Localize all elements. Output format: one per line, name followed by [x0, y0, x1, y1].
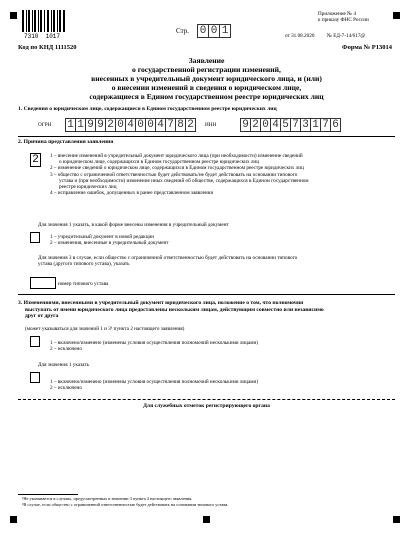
appendix-line: Приложение № 4: [318, 11, 356, 17]
reason-option: 1 – внесение изменений в учредительный документ юридического лица (при необходимости) изменение сведений: [50, 153, 303, 159]
section2-heading: 2. Причина представления заявления: [18, 139, 114, 145]
inn-cell[interactable]: 1: [310, 118, 321, 132]
title-line: Заявление: [188, 56, 225, 65]
page-number: [197, 24, 230, 38]
reason-option: 3 – общество с ограниченной ответственностью будет действовать/не будет действовать на основании типового: [50, 171, 298, 178]
ogrn-label: ОГРН: [38, 122, 52, 128]
page-label: Стр.: [176, 27, 189, 35]
divider: [18, 136, 395, 137]
corner-marker-bm: [203, 516, 210, 523]
ogrn-cell[interactable]: 8: [175, 118, 186, 132]
footnote: ¹Не указывается в случаях, предусмотренных в значении 3 пункта 2 настоящего заявления.: [22, 496, 193, 501]
sub3-label-line: Для значения 3 в случае, если общество с ограниченной ответственностью будет действовать на основании типового: [38, 255, 298, 261]
typical-charter-label: номер типового устава: [58, 281, 109, 287]
section3-options: [50, 340, 258, 352]
section3-heading-line: выступать от имени юридического лица предоставлены нескольким лицам, действующим совместно или независимо: [25, 306, 324, 313]
sub1-option: 1 – учредительный документ в новой редакции: [50, 234, 155, 240]
reason-value-field[interactable]: 2: [30, 153, 41, 167]
sub1-label: Для значения 1 указать, в какой форме внесены изменения в учредительный документ: [38, 222, 229, 228]
sub3-label: [38, 255, 388, 267]
section1-heading: 1. Сведения о юридическом лице, содержащиеся в Едином государственном реестре юридических лиц: [18, 106, 277, 112]
order-date: от 31.08.2020: [285, 33, 315, 39]
typical-charter-field[interactable]: [30, 277, 56, 289]
section3-sub-label: Для значения 1 указать: [38, 362, 89, 368]
barcode-digits: 7310 1017: [24, 33, 61, 40]
ogrn-cell[interactable]: 2: [185, 118, 196, 132]
ogrn-cell[interactable]: 0: [145, 118, 156, 132]
knd-code: Код по КНД 1111520: [18, 44, 77, 51]
title-line: о внесении изменений в сведения о юридическом лице,: [111, 82, 302, 92]
page-title: [0, 57, 413, 102]
form-number: Форма № Р13014: [342, 44, 392, 51]
appendix-note: [318, 11, 369, 23]
ogrn-cell[interactable]: 2: [105, 118, 116, 132]
section3-sub-option: 1 – включено/изменено (изменены условия осуществления полномочий несколькими лицами): [50, 379, 259, 385]
reason-option: 4 – исправление ошибок, допущенных в ранее представленном заявлении: [50, 190, 214, 197]
section3-sub-value-field[interactable]: [30, 372, 40, 383]
page-number-cell[interactable]: 0: [208, 24, 220, 38]
corner-marker-br: [393, 516, 400, 523]
corner-marker-bl: [10, 516, 17, 523]
section3-heading-line: друг от друга: [25, 313, 59, 320]
footnote-divider: [18, 494, 78, 495]
title-line: внесенных в учредительный документ юридического лица, и (или): [91, 73, 322, 83]
ogrn-cell[interactable]: 0: [135, 118, 146, 132]
cut-line: [18, 399, 395, 400]
inn-cell[interactable]: 6: [330, 118, 341, 132]
inn-cell[interactable]: 7: [320, 118, 331, 132]
ogrn-cell[interactable]: 7: [165, 118, 176, 132]
sub1-option: 2 – изменения, внесенные в учредительный документ: [50, 240, 169, 247]
corner-marker-tl: [10, 12, 17, 19]
section3-heading-line: 3. Изменениями, внесенными в учредительный документ юридического лица, положение о том, что полномочия: [18, 300, 304, 306]
ogrn-cell[interactable]: 9: [95, 118, 106, 132]
order-number: № ЕД-7-14/617@: [327, 33, 366, 39]
reason-options: [50, 153, 395, 196]
sub1-value-field[interactable]: [30, 232, 40, 243]
section3-option: 1 – включено/изменено (изменены условия осуществления полномочий несколькими лицами): [50, 340, 259, 346]
ogrn-cell[interactable]: 4: [155, 118, 166, 132]
inn-cell[interactable]: 2: [250, 118, 261, 132]
inn-field: [240, 118, 340, 132]
title-line: содержащиеся в Едином государственном реестре юридических лиц: [89, 91, 324, 101]
ogrn-field: [65, 118, 195, 132]
section3-sub-option: 2 – исключено: [50, 385, 82, 392]
section3-note: (может указываться для значений 1 и 3¹ пункта 2 настоящего заявления): [25, 326, 185, 332]
divider: [18, 294, 395, 295]
reason-option: о юридическом лице, содержащихся в Едином государственном реестре юридических лиц: [59, 159, 259, 166]
office-use-label: Для служебных отметок регистрирующего органа: [143, 403, 270, 409]
reason-option: реестре юридических лиц: [59, 184, 117, 191]
page-number-cell[interactable]: 1: [219, 24, 231, 38]
sub1-options: [50, 234, 169, 246]
section3-heading: [18, 300, 398, 320]
appendix-line: к приказу ФНС России: [318, 17, 369, 24]
ogrn-cell[interactable]: 0: [115, 118, 126, 132]
ogrn-cell[interactable]: 1: [75, 118, 86, 132]
footnote: ²В случае, если общество с ограниченной ответственностью будет действовать на основании типового устава.: [22, 501, 229, 507]
ogrn-cell[interactable]: 9: [85, 118, 96, 132]
sub3-label-line: устава (другого типового устава), указать: [38, 261, 130, 268]
reason-option: 2 – изменение сведений о юридическом лице, содержащихся в Едином государственном реестре юридических лиц: [50, 165, 304, 172]
section3-sub-options: [50, 379, 258, 391]
section3-value-field[interactable]: [30, 336, 40, 347]
inn-cell[interactable]: 0: [260, 118, 271, 132]
page-number-cell[interactable]: 0: [197, 24, 209, 38]
inn-cell[interactable]: 7: [290, 118, 301, 132]
corner-marker-tr: [393, 12, 400, 19]
inn-label: ИНН: [205, 122, 217, 128]
title-line: о государственной регистрации изменений,: [132, 64, 281, 74]
footnotes: [22, 496, 228, 507]
barcode: [22, 10, 66, 34]
ogrn-cell[interactable]: 1: [65, 118, 76, 132]
inn-cell[interactable]: 3: [300, 118, 311, 132]
inn-cell[interactable]: 5: [280, 118, 291, 132]
section3-option: 2 – исключено: [50, 346, 82, 353]
inn-cell[interactable]: 9: [240, 118, 251, 132]
ogrn-cell[interactable]: 4: [125, 118, 136, 132]
reason-option: устава и (при необходимости) изменение иных сведений об обществе, содержащихся в Едином государственном: [59, 177, 309, 184]
inn-cell[interactable]: 4: [270, 118, 281, 132]
